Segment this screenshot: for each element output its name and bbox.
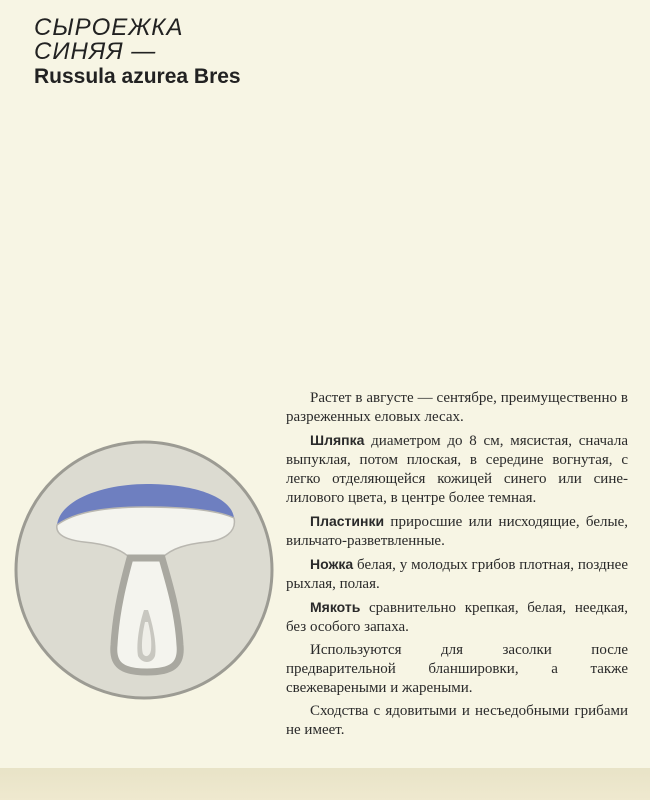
stem-paragraph [286, 555, 628, 594]
title-block [34, 16, 241, 90]
page-title-line-2: СИНЯЯ — [34, 38, 157, 65]
page-bottom-edge [0, 768, 650, 800]
gills-text: приросшие или нисходящие, белые, вильчато-разветвленные. [286, 514, 628, 549]
stem-label: Ножка [310, 556, 354, 572]
gills-paragraph [286, 512, 628, 551]
page-title-line-1: СЫРОЕЖКА [34, 14, 184, 41]
usage-text: Используются для засолки после предварительной бланшировки, а также свежевареными и жареными. [286, 642, 628, 696]
description-text [286, 389, 628, 744]
similarity-paragraph [286, 702, 628, 740]
similarity-text: Сходства с ядовитыми и несъедобными грибами не имеет. [286, 703, 628, 738]
cap-text: диаметром до 8 см, мясистая, сначала выпуклая, потом плоская, в середине вогнутая, с легко отделяющейся кожицей синего или сине-лилового цвета, в центре более темная. [286, 433, 628, 506]
flesh-text: сравнительно крепкая, белая, неедкая, без особого запаха. [286, 600, 628, 635]
gills-label: Пластинки [310, 513, 385, 529]
growth-text: Растет в августе — сентябре, преимущественно в разреженных еловых лесах. [286, 390, 628, 425]
flesh-paragraph [286, 598, 628, 637]
flesh-label: Мякоть [310, 599, 361, 615]
cap-paragraph [286, 431, 628, 508]
stem-text: белая, у молодых грибов плотная, позднее рыхлая, полая. [286, 557, 628, 592]
cap-label: Шляпка [310, 432, 365, 448]
latin-name: Russula azurea Bres [34, 65, 241, 88]
mushroom-cross-section-illustration [12, 440, 277, 702]
growth-paragraph [286, 389, 628, 427]
usage-paragraph [286, 641, 628, 698]
